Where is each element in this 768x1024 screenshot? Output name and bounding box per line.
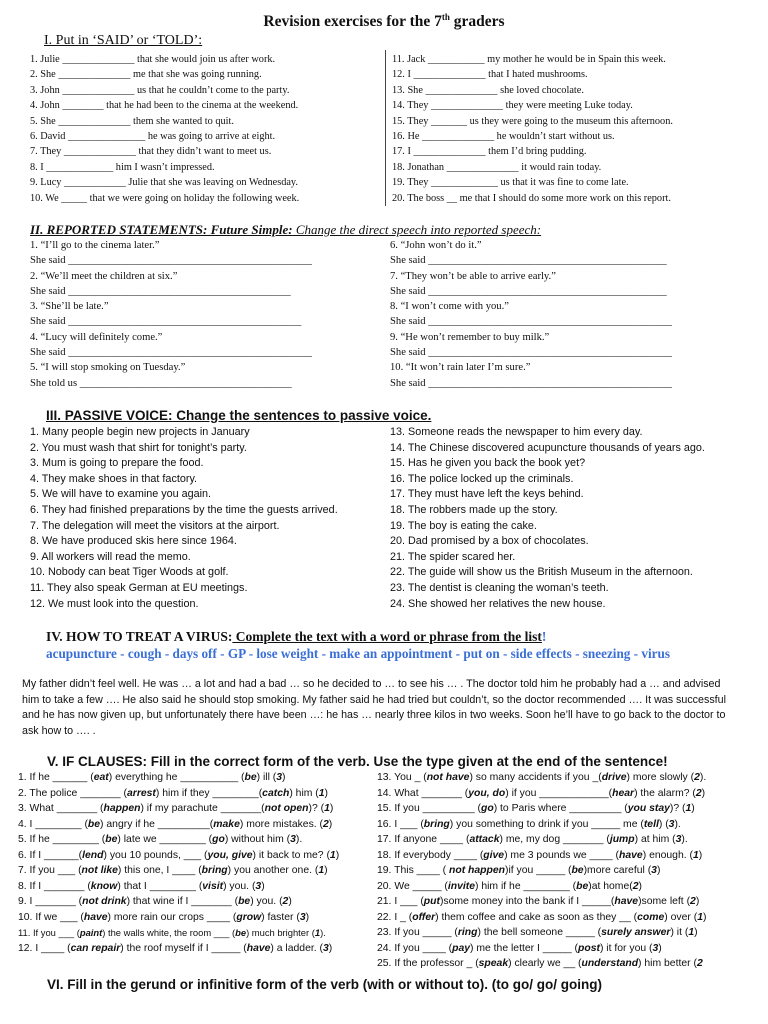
exercise-item: 16. He ______________ he wouldn’t start without us. — [392, 130, 615, 142]
exercise-item: 18. Jonathan ______________ it would rain today. — [392, 161, 602, 173]
exercise-item: 3. John ______________ us that he couldn’t come to the party. — [30, 84, 290, 96]
exercise-item: 4. John ________ that he had been to the cinema at the weekend. — [30, 100, 299, 112]
section-2-right-column — [390, 238, 740, 391]
exercise-item: 17. I ______________ them I’d bring pudding. — [392, 146, 587, 158]
exercise-item: 5. We will have to examine you again. — [30, 488, 212, 501]
exercise-item: 17. If anyone ____ (attack) me, my dog _______ (jump) at him (3). — [377, 834, 688, 845]
exercise-item: 8. “I won’t come with you.” — [390, 301, 509, 313]
exercise-item: She said ______________________________________________ — [390, 377, 672, 389]
exercise-item: 21. The spider scared her. — [390, 550, 516, 563]
exercise-item: 3. “She’ll be late.” — [30, 301, 109, 313]
exercise-item: 11. If you ___ (paint) the walls white, the room ___ (be) much brighter (1). — [18, 927, 326, 938]
exercise-item: 23. If you _____ (ring) the bell someone _____ (surely answer) it (1) — [377, 927, 698, 938]
exercise-item: 4. I ________ (be) angry if he _________(make) more mistakes. (2) — [18, 818, 333, 830]
exercise-item: 7. They ______________ that they didn’t want to meet us. — [30, 146, 272, 158]
section-2-left-column — [30, 238, 380, 391]
section-3-right-column — [390, 425, 742, 612]
exercise-item: 8. If I _______ (know) that I ________ (visit) you. (3) — [18, 880, 265, 892]
section-6-heading: VI. Fill in the gerund or infinitive form of the verb (with or without to). (to go/ go/ going) — [47, 977, 602, 992]
exercise-item: 7. If you ___ (not like) this one, I ____ (bring) you another one. (1) — [18, 865, 328, 876]
exercise-item: 6. They had finished preparations by the time the guests arrived. — [30, 503, 338, 516]
exercise-item: 1. “I’ll go to the cinema later.” — [30, 240, 160, 251]
exercise-item: 18. If everybody ____ (give) me 3 pounds we ____ (have) enough. (1) — [377, 849, 703, 861]
exercise-item: 4. “Lucy will definitely come.” — [30, 331, 163, 343]
exercise-item: 9. All workers will read the memo. — [30, 550, 191, 563]
exercise-item: 15. They _______ us they were going to the museum this afternoon. — [392, 115, 673, 127]
exercise-item: She said ____________________________________________ — [30, 316, 302, 328]
exercise-item: 22. The guide will show us the British Museum in the afternoon. — [390, 566, 693, 579]
exercise-item: 11. Jack ___________ my mother he would be in Spain this week. — [392, 54, 666, 65]
exercise-item: 7. “They won’t be able to arrive early.” — [390, 270, 556, 282]
exercise-item: 3. What _______ (happen) if my parachute _______(not open)? (1) — [18, 803, 334, 814]
exercise-item: 12. I ______________ that I hated mushrooms. — [392, 69, 588, 81]
exercise-item: 2. “We’ll meet the children at six.” — [30, 270, 178, 282]
exercise-item: 20. The boss __ me that I should do some more work on this report. — [392, 192, 671, 204]
exercise-item: 2. You must wash that shirt for tonight’s party. — [30, 441, 247, 454]
column-divider — [385, 50, 386, 206]
exercise-item: 9. I _______ (not drink) that wine if I _______ (be) you. (2) — [18, 896, 292, 907]
exercise-item: 12. We must look into the question. — [30, 597, 199, 610]
exercise-item: She said ______________________________________________ — [30, 255, 312, 267]
exercise-item: 16. The police locked up the criminals. — [390, 472, 574, 485]
exercise-item: 1. Many people begin new projects in January — [30, 426, 250, 438]
exercise-item: 12. I ____ (can repair) the roof myself if I _____ (have) a ladder. (3) — [18, 942, 333, 954]
gap-fill-text: My father didn’t feel well. He was … a lot and had a bad … so he decided to … to see his … . The doctor told him he probably had a … and advised him to take a few …. He also said he should stop smoking. My father said he had tried but couldn’t, so the doctor recommended …. It was successful and he has now given up, but unfortunately there have been …: he has … nearly three kilos in two weeks. Soon he’ll have to go back to the doctor to ask how to …. . — [22, 678, 726, 737]
exercise-item: She told us ________________________________________ — [30, 377, 292, 389]
exercise-item: 9. “He won’t remember to buy milk.” — [390, 331, 550, 343]
exercise-item: 10. If we ___ (have) more rain our crops ____ (grow) faster (3) — [18, 911, 310, 923]
exercise-item: 20. Dad promised by a box of chocolates. — [390, 535, 589, 548]
section-1-heading: I. Put in ‘SAID’ or ‘TOLD’: — [44, 33, 203, 48]
exercise-item: 5. If he ________ (be) late we ________ (go) without him (3). — [18, 834, 303, 845]
exercise-item: 19. They _____________ us that it was fine to come late. — [392, 177, 629, 189]
exercise-item: She said _____________________________________________ — [390, 285, 667, 297]
exercise-item: 25. If the professor _ (speak) clearly we __ (understand) him better (2 — [377, 958, 703, 969]
exercise-item: 10. “It won’t rain later I’m sure.” — [390, 362, 531, 374]
exercise-item: 18. The robbers made up the story. — [390, 503, 558, 516]
exercise-item: 24. If you ____ (pay) me the letter I _____ (post) it for you (3) — [377, 942, 662, 954]
exercise-item: 13. Someone reads the newspaper to him every day. — [390, 426, 643, 438]
exercise-item: 11. They also speak German at EU meetings. — [30, 581, 248, 594]
exercise-item: 13. You _ (not have) so many accidents if you _(drive) more slowly (2). — [377, 772, 707, 783]
exercise-item: 21. I ___ (put)some money into the bank if I _____(have)some left (2) — [377, 896, 700, 907]
section-3-heading: III. PASSIVE VOICE: Change the sentences to passive voice. — [46, 408, 432, 423]
section-1-right-column — [392, 52, 744, 206]
section-2-heading: II. REPORTED STATEMENTS: Future Simple: Change the direct speech into reported speech: — [30, 222, 542, 237]
exercise-item: 10. We _____ that we were going on holiday the following week. — [30, 192, 300, 204]
exercise-item: 5. “I will stop smoking on Tuesday.” — [30, 362, 186, 374]
section-3-left-column — [30, 425, 380, 612]
exercise-item: 8. I _____________ him I wasn’t impressed. — [30, 161, 215, 173]
exercise-item: 3. Mum is going to prepare the food. — [30, 457, 204, 470]
exercise-item: 10. Nobody can beat Tiger Woods at golf. — [30, 566, 229, 579]
exercise-item: She said _____________________________________________ — [390, 255, 667, 267]
section-1-left-column — [30, 52, 382, 206]
exercise-item: 1. Julie ______________ that she would join us after work. — [30, 54, 276, 65]
exercise-item: 9. Lucy ____________ Julie that she was leaving on Wednesday. — [30, 177, 298, 189]
section-5-heading: V. IF CLAUSES: Fill in the correct form of the verb. Use the type given at the end of the sentence! — [47, 754, 668, 769]
exercise-item: 2. The police _______ (arrest) him if they ________(catch) him (1) — [18, 787, 329, 799]
exercise-item: 19. The boy is eating the cake. — [390, 519, 537, 532]
exercise-item: She said ______________________________________________ — [390, 347, 672, 359]
exercise-item: 4. They make shoes in that factory. — [30, 472, 198, 485]
word-list: acupuncture - cough - days off - GP - lose weight - make an appointment - put on - side effects - sneezing - virus — [46, 646, 670, 661]
exercise-item: 7. The delegation will meet the visitors at the airport. — [30, 519, 280, 532]
section-4-heading: IV. HOW TO TREAT A VIRUS: Complete the text with a word or phrase from the list! — [46, 629, 547, 644]
page-title: Revision exercises for the 7th graders — [263, 12, 505, 31]
exercise-item: 13. She ______________ she loved chocolate. — [392, 84, 584, 96]
section-5-left-column — [18, 770, 380, 956]
exercise-item: 16. I ___ (bring) you something to drink if you _____ me (tell) (3). — [377, 818, 681, 830]
exercise-item: 6. David _______________ he was going to arrive at eight. — [30, 130, 276, 142]
exercise-item: 2. She ______________ me that she was going running. — [30, 69, 262, 81]
exercise-item: 24. She showed her relatives the new house. — [390, 597, 606, 610]
exercise-item: 23. The dentist is cleaning the woman’s teeth. — [390, 581, 609, 594]
exercise-item: 19. This ____ ( not happen)if you _____ (be)more careful (3) — [377, 865, 661, 876]
exercise-item: She said ______________________________________________ — [30, 347, 312, 359]
exercise-item: 6. If I ______(lend) you 10 pounds, ___ (you, give) it back to me? (1) — [18, 849, 340, 861]
exercise-item: 22. I _ (offer) them coffee and cake as soon as they __ (come) over (1) — [377, 911, 707, 923]
exercise-item: 20. We _____ (invite) him if he ________ (be)at home(2) — [377, 880, 642, 892]
exercise-item: She said ______________________________________________ — [390, 316, 672, 328]
section-5-right-column — [377, 770, 747, 972]
exercise-item: 8. We have produced skis here since 1964. — [30, 535, 237, 548]
exercise-item: 15. Has he given you back the book yet? — [390, 457, 586, 470]
exercise-item: 14. They ______________ they were meeting Luke today. — [392, 100, 633, 112]
exercise-item: 5. She ______________ them she wanted to quit. — [30, 115, 234, 127]
exercise-item: 17. They must have left the keys behind. — [390, 488, 584, 501]
exercise-item: 6. “John won’t do it.” — [390, 240, 482, 251]
exercise-item: 14. What _______ (you, do) if you ____________(hear) the alarm? (2) — [377, 787, 706, 799]
exercise-item: 1. If he ______ (eat) everything he __________ (be) ill (3) — [18, 772, 286, 783]
exercise-item: She said __________________________________________ — [30, 285, 291, 297]
exercise-item: 14. The Chinese discovered acupuncture thousands of years ago. — [390, 441, 705, 454]
exercise-item: 15. If you _________ (go) to Paris where _________ (you stay)? (1) — [377, 803, 695, 814]
